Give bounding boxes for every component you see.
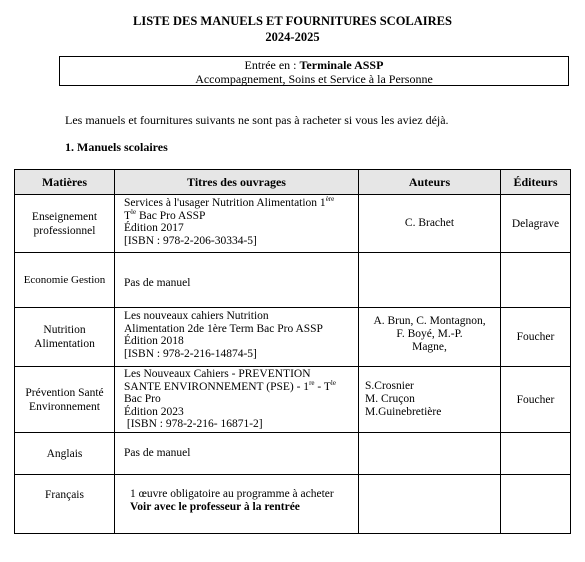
header-titres: Titres des ouvrages [115,170,359,195]
titre-line: Les nouveaux cahiers Nutrition [124,310,269,322]
matiere-line: professionnel [33,224,96,237]
table-row [15,308,571,367]
titre-line [124,207,358,223]
table-row [15,475,571,534]
titre-line: [ISBN : 978-2-216- 16871-2] [124,418,263,430]
table-row [15,195,571,253]
titre-line: Les Nouveaux Cahiers - PREVENTION [124,368,311,380]
header-auteurs: Auteurs [359,170,501,195]
auteur-line: S.Crosnier [365,380,414,392]
cell-titre [115,308,359,367]
auteur-line: Magne, [412,341,447,353]
entry-prefix: Entrée en : [244,58,300,72]
cell-matiere [15,367,115,433]
titre-sup: le [330,378,336,387]
cell-editeur: Foucher [501,308,571,367]
titre-line: Édition 2023 [124,405,184,418]
titre-line: Édition 2017 [124,222,184,234]
titre-text: SANTE ENVIRONNEMENT (PSE) - 1 [124,380,310,393]
school-year: 2024-2025 [265,30,320,44]
cell-matiere [15,195,115,253]
cell-auteur [359,253,501,308]
cell-titre: Pas de manuel [115,433,359,475]
titre-line [124,378,358,394]
table-row [15,433,571,475]
cell-matiere [15,308,115,367]
cell-titre: Pas de manuel [115,253,359,308]
document-title: LISTE DES MANUELS ET FOURNITURES SCOLAIRES [133,14,452,28]
cell-auteur [359,367,501,433]
cell-editeur: Delagrave [501,195,571,253]
matiere-line: Nutrition [43,324,86,336]
titre-text: T [124,209,132,222]
matiere-line: Enseignement [31,210,98,223]
cell-matiere: Anglais [15,433,115,475]
auteur-line: F. Boyé, M.-P. [396,328,463,340]
header-matieres: Matières [15,170,115,195]
titre-line: Édition 2018 [124,335,184,347]
titre-text: - T [314,380,331,393]
table-row [15,367,571,433]
entry-box [59,56,569,86]
matiere-line: Prévention Santé [25,386,104,399]
matiere-line: Alimentation [34,338,95,350]
header-editeurs: Éditeurs [501,170,571,195]
cell-auteur [359,475,501,534]
manuals-table [14,169,571,534]
titre-sup: le [131,207,137,216]
matiere-line: Environnement [29,400,100,413]
cell-editeur: Foucher [501,367,571,433]
table-row [15,253,571,308]
cell-editeur [501,475,571,534]
titre-line [124,197,358,210]
titre-line: 1 œuvre obligatoire au programme à acheter [130,488,334,500]
titre-text: Bac Pro ASSP [136,209,206,222]
auteur-line: M.Guinebretière [365,406,442,418]
cell-editeur [501,433,571,475]
titre-sup: ère [325,195,335,204]
cell-editeur [501,253,571,308]
titre-sup: re [309,378,315,387]
titre-line: Alimentation 2de 1ère Term Bac Pro ASSP [124,322,323,335]
cell-titre [115,367,359,433]
titre-line: Voir avec le professeur à la rentrée [130,500,300,513]
entry-line [60,58,568,72]
section-title: 1. Manuels scolaires [65,140,168,154]
entry-subtitle: Accompagnement, Soins et Service à la Personne [195,72,433,86]
titre-line: [ISBN : 978-2-216-14874-5] [124,347,257,360]
intro-text: Les manuels et fournitures suivants ne sont pas à racheter si vous les aviez déjà. [65,113,449,127]
cell-matiere: Français [15,475,115,534]
auteur-line: M. Cruçon [365,393,415,405]
cell-auteur: C. Brachet [359,195,501,253]
entry-class: Terminale ASSP [299,58,384,72]
cell-auteur [359,433,501,475]
cell-titre [115,195,359,253]
auteur-line: A. Brun, C. Montagnon, [373,315,486,327]
cell-matiere: Economie Gestion [15,253,115,308]
titre-text: Services à l'usager Nutrition Alimentation 1 [124,197,326,209]
titre-line: Bac Pro [124,393,161,405]
cell-titre [115,475,359,534]
table-header-row [15,170,571,195]
cell-auteur [359,308,501,367]
titre-line: [ISBN : 978-2-206-30334-5] [124,234,257,247]
